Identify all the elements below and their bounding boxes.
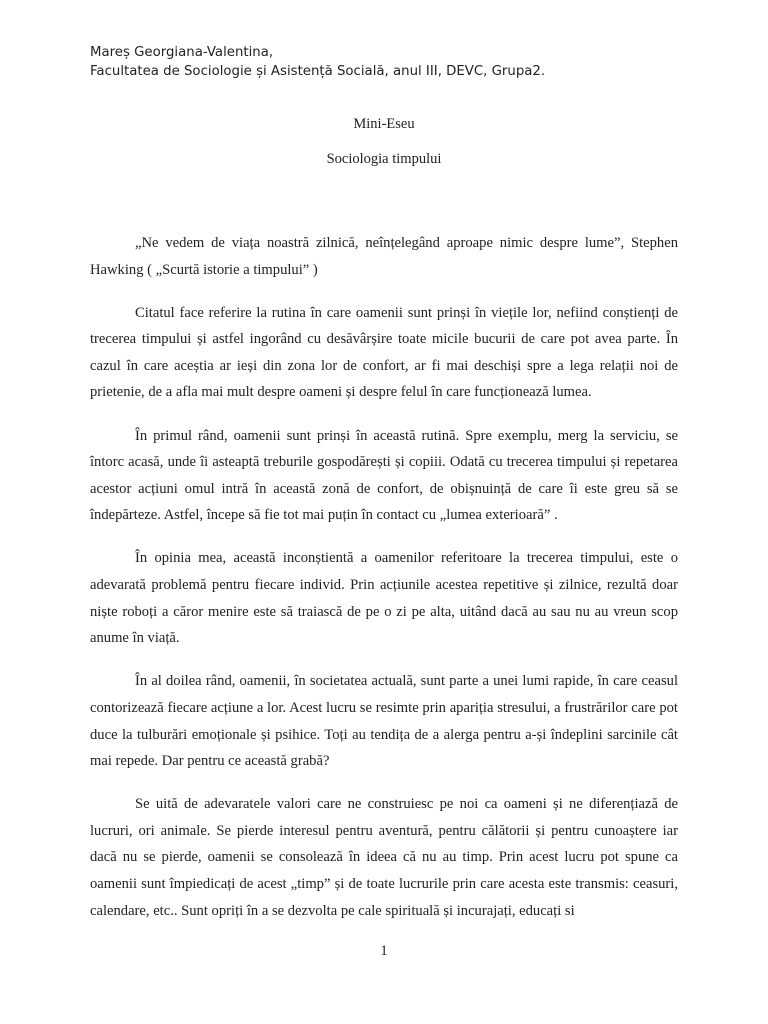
essay-genre: Mini-Eseu [353,116,415,132]
body-paragraph: Citatul face referire la rutina în care oamenii sunt prinși în viețile lor, nefiind conștienți de trecerea timpului și astfel ingorând cu desăvârșire toate micile bucurii de care pot avea parte. În cazul în care aceștia ar ieși din zona lor de confort, ar fi mai deschiși spre a lega relații noi de prietenie, de a afla mai mult despre oameni și despre felul în care funcționează lumea. [90,304,678,401]
essay-body [90,230,678,941]
author-name: Mareș Georgiana-Valentina, [90,45,274,60]
author-block [90,43,545,81]
quote-paragraph: „Ne vedem de viața noastră zilnică, neînțelegând aproape nimic despre lume”, Stephen Hawking ( „Scurtă istorie a timpului” ) [90,235,678,278]
body-paragraph: În al doilea rând, oamenii, în societatea actuală, sunt parte a unei lumi rapide, în care ceasul contorizează fiecare acțiune a lor. Acest lucru se resimte prin apariția stresului, a frustrărilor care pot duce la tulburări emoționale și psihice. Toți au tendița de a alerga pentru a-și îndeplini sarcinile cât mai repede. Dar pentru ce această grabă? [90,673,678,770]
body-paragraph: În opinia mea, această inconștientă a oamenilor referitoare la trecerea timpului, este o adevarată problemă pentru fiecare individ. Prin acțiunile acestea repetitive și zilnice, rezultă doar niște roboți a căror menire este să traiască de pe o zi pe alta, uitând dacă au sau nu au vreun scop anume în viață. [90,550,678,647]
essay-title: Sociologia timpului [326,151,442,167]
page-number: 1 [380,943,388,959]
faculty-info: Facultatea de Sociologie și Asistență Socială, anul III, DEVC, Grupa2. [90,64,546,79]
body-paragraph: În primul rând, oamenii sunt prinși în această rutină. Spre exemplu, merg la serviciu, se întorc acasă, unde îi asteaptă treburile gospodărești și copiii. Odată cu trecerea timpului și repetarea acestor acțiuni omul intră în această zonă de confort, de obișnuință de care îi este greu să se îndepărteze. Astfel, începe să fie tot mai puțin în contact cu „lumea exterioară” . [90,427,678,524]
body-paragraph: Se uită de adevaratele valori care ne construiesc pe noi ca oameni și ne diferențiază de lucruri, ori animale. Se pierde interesul pentru aventură, pentru călătorii și pentru cunoaștere iar dacă nu se pierde, oamenii se consolează în ideea că nu au timp. Prin acest lucru pot spune ca oamenii sunt împiedicați de acest „timp” și de toate lucrurile prin care acesta este transmis: ceasuri, calendare, etc.. Sunt opriți în a se dezvolta pe cale spirituală și incurajați, educați si [90,796,678,919]
